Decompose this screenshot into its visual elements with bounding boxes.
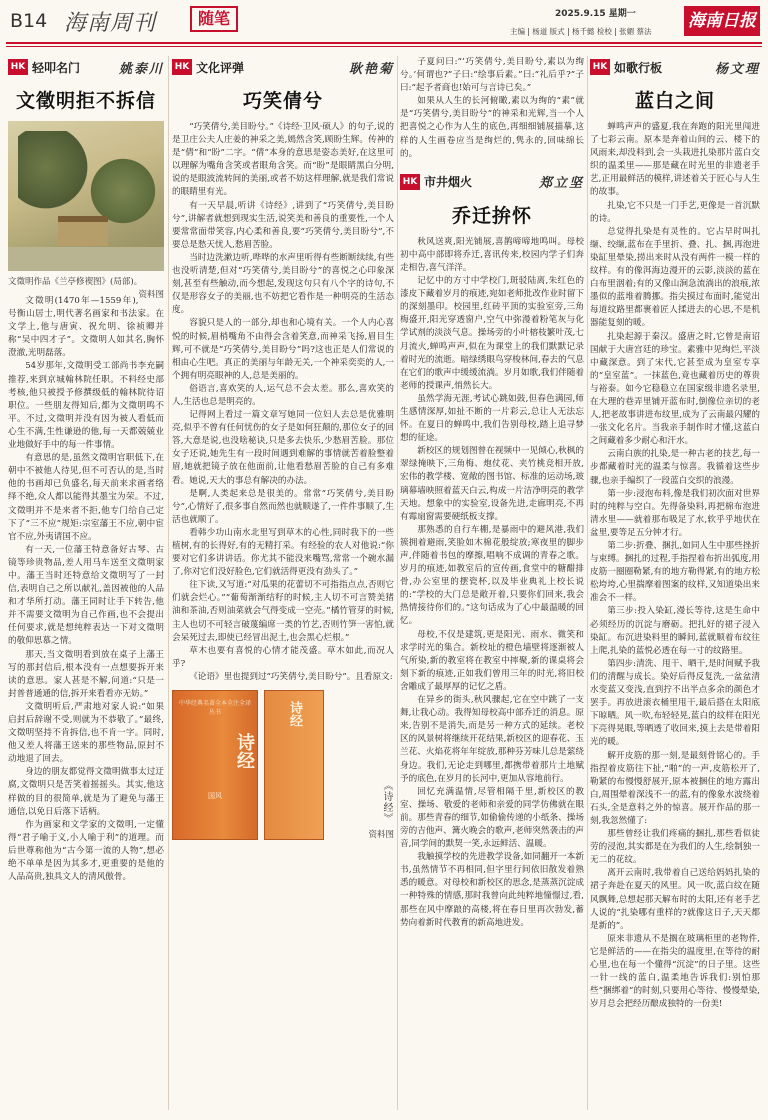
book-title: 诗经	[234, 733, 255, 770]
image-caption	[8, 276, 164, 300]
paragraph: 在异乡的街头,秋风骤起,它在空中跳了一支舞,让我心动。我得知母校高中部乔迁的消息。原来,告别不是消失,而是另一种方式的延续。老校区的风景树将继续开花结果,新校区的迎春花、玉兰花、火焰花将年年绽放,那种芬芳味儿总是萦绕身边。我们,无论走到哪里,都携带着那片土地赋予的底色,在岁月的长河中,更加从容地前行。	[400, 695, 584, 784]
author-signature: 杨文理	[714, 61, 760, 77]
paragraph: 总觉得扎染是有灵性的。它占早时叫扎缬、绞缬,蓝布在手里折、叠、扎、捆,再泡进染缸里晕染,捞出来时从没有两件一模一样的纹样。有的像洱海边漫开的云影,淡淡的蓝在白布里洇着;有的又像山涧急流淌出的浪痕,浓墨似的蓝堆着腾挪。指尖摸过布面时,能觉出每道纹路里都裹着匠人揉进去的心思,不是机器能复刻的暖。	[590, 226, 760, 329]
paragraph: 秋风送爽,阳光铺展,喜鹊啼啼地鸣叫。母校初中高中部即将乔迁,喜讯传来,校园内学子们奔走相告,喜气洋洋。	[400, 236, 584, 273]
issue-date: 2025.9.15 星期一	[555, 9, 636, 19]
column-header	[590, 56, 760, 78]
paragraph: 有一天,一位藩王特意备好古琴、古镜等珍贵物品,差人用马车送至文徵明家中。藩王当时还特意给文徵明写了一封信,表明自己之所以献礼,盖因被他的人品和才华所打动。藩王同时让手下转告,他并不需要文徵明为自己作画,也不会提出任何要求,就是想纯粹表达一下对文徵明的敬仰思慕之情。	[8, 544, 164, 647]
article-title: 乔迁拚怀	[451, 204, 532, 227]
column-divider	[587, 56, 588, 1110]
paragraph: 第四步:清洗、甩干、晒干,是时间赋予我们的清醒与成长。染好后得反复洗,一盆盆清水变蓝又变浅,直到拧不出半点多余的颜色才罢手。再放进滚衣桶里甩干,最后搭在太阳底下晾晒。风一吹,布轻轻晃,蓝白的纹样在阳光下亮得晃眼,等晒透了收回来,摸上去是带着阳光的暖。	[590, 658, 760, 748]
paragraph: 容貌只是人的一部分,却也和心境有关。一个人内心喜悦的时候,眉梢嘴角不由得会含着笑意,而神采飞扬,眉目生辉,可不就是“巧笑倩兮,美目盼兮”吗?这也正是人们常说的相由心生吧。真正的美丽与年龄无关,一个神采奕奕的人,一个拥有明亮眼神的人,总是美丽的。	[172, 318, 394, 381]
header-rule-thin	[6, 46, 762, 47]
caption-source: 资料图	[138, 290, 164, 300]
book-caption-source: 资料图	[368, 830, 394, 841]
author-signature: 耿艳菊	[348, 61, 394, 77]
column-name: 轻叩名门	[32, 60, 81, 75]
paragraph: 当时边洗漱边听,哗哗的水声里听得有些断断续续,有些也没听清楚,但对“巧笑倩兮,美目盼兮”的喜悦之心印象深刻,甚至有些触动,而今想起,发现这句只有八个字的诗句,不仅是形容女子的美丽,也不妨把它看作是一种明亮的生活态度。	[172, 252, 394, 316]
paragraph: 俗语言,喜欢笑的人,运气总不会太差。那么,喜欢笑的人,生活也总是明亮的。	[172, 383, 394, 407]
paragraph: 文徵明听后,严肃地对家人说:“如果启封后辞谢不受,则就为不恭敬了。”最终,文徵明坚持不肯拆信,也不肯一字。同时,他又差人将藩王送来的那些物品,原封不动地退了回去。	[8, 701, 164, 765]
book-caption-title: 《诗经》	[381, 780, 392, 825]
paragraph: 那些曾经让我们疼痛的捆扎,那些看似徒劳的浸泡,其实都是在为我们的人生,绘制独一无二的花纹。	[590, 829, 760, 866]
hk-badge-icon: HK	[8, 59, 28, 75]
author-signature: 郑立坚	[538, 176, 584, 192]
article-qiao-xiao	[172, 56, 394, 1114]
article-body	[172, 121, 394, 684]
paragraph: 云南白族的扎染,是一种古老的技艺,每一步都藏着时光的温柔与惊喜。我循着这些步骤,也亲手编织了一段蓝白交织的浪漫。	[590, 449, 760, 486]
editor-credits: 主编 | 杨道 版式 | 杨千懿 检校 | 张媚 蔡法	[510, 27, 652, 36]
article-title: 蓝白之间	[634, 90, 715, 112]
paragraph: 第一步:浸泡布料,像是我们初次面对世界时的纯粹与空白。先得备染料,再把棉布泡进清水里——就着那布吸足了水,软乎乎地伏在盆里,要等足五分钟才行。	[590, 488, 760, 538]
hk-badge-icon: HK	[172, 59, 192, 75]
paragraph: “巧笑倩兮,美目盼兮。”《诗经·卫风·硕人》的句子,说的是卫庄公夫人庄姜的神采之美,嫣然含笑,顾盼生辉。传神的是“倩”和“盼”二字。“倩”本身的意思是姿态美好,在这里可以理解为嘴角含笑或者眼角含笑。而“盼”是眼睛黑白分明,说的是眼波流转间的美丽,或者不妨这样理解,就是我们常说的眼睛里有光。	[172, 122, 394, 198]
paragraph: 那天,当文徵明看到放在桌子上藩王写的那封信后,根本没有一点想要拆开来读的意思。家人甚是不解,问道:“只是一封普普通通的信,拆开来看看亦无妨。”	[8, 649, 164, 699]
paragraph: 草木也要有喜悦的心情才能茂盛。草木如此,而况人乎?	[172, 645, 394, 669]
article-wen-zhengming	[8, 56, 164, 1114]
paragraph: 第三步:投入染缸,漫长等待,这是生命中必须经历的沉淀与磨砺。把扎好的裙子浸入染缸。布沉进染料里的瞬间,蓝就顺着布纹往上爬,扎染的蓝悦必透在每一寸的纹路里。	[590, 606, 760, 656]
column-header	[400, 171, 584, 193]
paragraph: 我触摸学校的先进教学设备,如同翻开一本新书,虽然情节不再相同,但字里行间依旧散发着熟悉的暖意。对母校和新校区的思念,是蒸蒸沉淀成一种特殊的情感,那时我曾向此纯粹地憧憬过,看,那些在风中摩踉的高楼,将在春日里再次勃发,蓄势向着新时代教育的新高地进发。	[400, 852, 584, 928]
book-spine-title: 诗经	[287, 701, 302, 728]
article-title: 巧笑倩兮	[242, 90, 323, 112]
book-series: 中华经典名著全本全注全译丛书	[179, 700, 252, 717]
paragraph: 离开云南时,我带着自己送给妈妈扎染的裙子奔赴在夏天的风里。风一吹,蓝白纹在随风飘舞,总想起那天解布时的太阳,还有老手艺人说的“扎染哪有重样的?就像这日子,天天都是新的”。	[590, 868, 760, 931]
masthead: 海南周刊	[64, 11, 157, 36]
column-divider	[397, 56, 398, 1110]
paragraph: 往下读,又写道:“对瓜果的花蕾切不可指指点点,否则它们就会烂心。”“葡萄渐渐结籽的时候,主人切不可言赞美猪油和茶油,否则油菜就会气得变成一空壳。”橘竹管芽的时候,主人也切不可轻言破蔑编席一类的竹艺,否则竹笋一害怕,就会呆死过去,即使已经冒出泥土,也会黑心烂根。”	[172, 580, 394, 643]
author-signature: 姚泰川	[118, 61, 164, 77]
book-image	[172, 690, 394, 840]
header-rule	[6, 42, 762, 44]
article-qiao-qian	[400, 56, 584, 1114]
paragraph: 扎染,它不只是一门手艺,更像是一首沉默的诗。	[590, 200, 760, 224]
caption-text: 文徵明作品《兰亭修禊图》(局部)。	[8, 277, 143, 287]
paragraph: 有一天早晨,听讲《诗经》,讲到了“巧笑倩兮,美目盼兮”,讲解者就想到现实生活,说笑美和善良的重要性,一个人要常常面带笑容,内心柔和善良,要“巧笑倩兮,美目盼兮”,不要总是愁天忧人,愁眉苦脸。	[172, 200, 394, 250]
column-divider	[168, 56, 169, 1110]
paragraph: 原来非遗从不是搁在玻璃柜里的老物件,它是鲜活的——在指尖的温度里,在等待的耐心里,也在每一个懂得“沉淀”的日子里。这些一针一线的蓝白,温柔地告诉我们:别怕那些“捆绑着”的时刻,只要用心等待、慢慢晕染,岁月总会把经历酿成独特的一份美!	[590, 933, 760, 1010]
article-body	[590, 121, 760, 1011]
column-header	[8, 56, 164, 78]
column-header	[172, 56, 394, 78]
paragraph: 第二步:折叠、捆扎,如同人生中那些挫折与束缚。捆扎的过程,手指捏着布折出弧度,用皮筋一圈圈勒紧,有的地方勒得紧,有的地方松松垮垮,心里揣摩着图案的纹样,又知道染出来准会不一样。	[590, 541, 760, 604]
column-name: 如歌行板	[614, 60, 663, 75]
paragraph: 回忆充满温情,尽管相隔千里,新校区的教室、操场、敬爱的老师和亲爱的同学仿佛就在眼前。那些青春的细节,如偷偷传递的小纸条、操场旁的吉他声、篝火晚会的歌声,老师突然袭击的声音,同学间的默契一笑,永远鲜活、温暖。	[400, 786, 584, 850]
paragraph: 扎染起源于秦汉。盛唐之时,它曾是南诏国献于大唐宫廷的珍宝。素雅中见绚烂,平淡中藏深意。到了宋代,它甚至成为皇室专享的“皇室蓝”。一抹蓝色,竟也藏着历史的尊贵与裕泰。如今它稳稳立在国家级非遗名录里,在大理的巷弄里铺开蓝布时,倒像位亲切的老人,把老故事讲进布纹里,成为了云南最闪耀的一张文化名片。当我亲手制作时才懂,这蓝白之间藏着多少耐心和汗水。	[590, 331, 760, 447]
paragraph: 54岁那年,文徵明受工部尚书李充嗣推荐,来到京城翰林院任职。不料经史部考核,他只被授予修撰级低的翰林院待诏职位。一些朋友得知后,都为文徵明鸣不平。不过,文徵明并没有因为被人看低而心生不满,生性谦逊的他,每一天都兢兢业业地做好手中的每一件事情。	[8, 361, 164, 451]
book-cover	[172, 690, 258, 840]
paragraph: 虽然学海无涯,考试心跳如鼓,但春色满园,师生感情深厚,如扯不断的一片彩云,总让人无法忘怀。在夏日的蝉鸣中,我们告别母校,踏上追寻梦想的征途。	[400, 393, 584, 444]
painting-image	[8, 121, 164, 271]
article-title: 文徵明拒不拆信	[15, 90, 156, 112]
hk-badge-icon: HK	[590, 59, 610, 75]
paragraph: 母校,不仅是建筑,更是阳光、雨水、微笑和求学时光的集合。新校址的橙色墙壁将逐渐被人气所染,新的教室将在教室中摔聚,新的课桌将会刻下新的痕迹,正如我们曾用三年的时光,将旧校舍雕成了最厚厚的记忆之盾。	[400, 629, 584, 692]
book-subtitle: 国风	[208, 792, 222, 801]
newspaper-logo: 海南日报	[684, 6, 760, 36]
paragraph: 身边的朋友都觉得文徵明做事太过迂腐,文徵明只是苦笑着摇摇头。其实,他这样做的目的很简单,就是为了避免与藩王通信,以免日后落下话柄。	[8, 767, 164, 817]
paragraph: 蝉鸣声声的盛夏,我在奔跑的阳光里闯进了七彩云南。原本是奔着山间的云、楼下的风雨来,却没料到,会一头栽进扎染那片蓝白交织的温柔里——那是藏在时光里的非遗老手艺,正用最鲜活的模样,讲述着关于匠心与人生的故事。	[590, 122, 760, 198]
paragraph: 如果从人生的长河俯瞰,素以为绚的“素”就是“巧笑倩兮,美目盼兮”的神采和光辉,当一个人把喜悦之心作为人生的底色,再细细铺展描摹,这样的人生画卷应当是绚烂的,隽永的,回味绵长的。	[400, 96, 584, 159]
page-number: B14	[10, 10, 48, 32]
paragraph: 作为画家和文学家的文徵明,一定懂得“君子喻于义,小人喻于利”的道理。而后世尊称他为“古今第一流的人物”,想必绝不单单是因为其多才,更重要的是他的人品高贵,独具文人的清风傲骨。	[8, 819, 164, 883]
paragraph: 有意思的是,虽然文徵明官职低下,在朝中不被他人待见,但不可否认的是,当时他的书画却已负盛名,每天前来求画者络绎不绝,众人都以能得其墨宝为荣。不过,文徵明并不是来者不拒,他专门给自己定下了“三不应”规矩:宗室藩王不应,朝中宦官不应,外夷请国不应。	[8, 453, 164, 542]
column-name: 市井烟火	[424, 175, 473, 190]
column-name: 文化评弹	[196, 60, 245, 75]
book-spine	[264, 690, 324, 840]
paragraph: 解开皮筋的那一刻,是最刻骨铭心的。手指捏着皮筋往下扯,“啪”的一声,皮筋松开了,勒紧的布慢慢舒展开,原本被捆住的地方露出白,周围晕着深浅不一的蓝,有的像象水波绕着石头,全是意料之外的惊喜。展开作品的那一刻,我忽然懂了:	[590, 750, 760, 826]
article-body	[8, 295, 164, 884]
paragraph: 记忆中的方寸中学校门,斑驳陆离,朱红色的漆皮下藏着岁月的痕迹,宛如老师批改作业时留下的深刻墨印。校园里,红砖平顶的实验室旁,三角梅盛开,阳光穿透窗户,空气中弥漫着粉笔灰与化学试剂的淡淡气息。操场旁的小叶榕枝繁叶茂,七月流火,蝉鸣声声,似在为课堂上的我们默默记录着时光的流逝。暗绿绣眼鸟穿梭林间,春去的气息在它们的歌声中缓缓流淌。岁月如歌,我们伴随着老师的授课声,悄然长大。	[400, 276, 584, 391]
hk-badge-icon: HK	[400, 174, 420, 190]
paragraph: 记得网上看过一篇文章写她同一位妇人去总是优雅明亮,似乎不曾有任何忧伤的女子是如何狂颠的,那位女子的回答,大意是说,也没啥秘诀,只是多去快乐,少愁眉苦脸。那位女子还说,她先生有一段时间遇到难解的事情就苦着脸整着眉,她就把镜子放在他面前,让他看愁眉苦脸的自己有多难看。她说,天大的事总有解决的办法。	[172, 410, 394, 486]
paragraph: 那熟悉的自行车棚,是暴雨中的避风港,我们簇拥着避雨,笑脸如木棉花般绽放;寒夜里的脚步声,伴随着书包的摩擦,唱响不成调的青春之歌。岁月的痕迹,如教室后的宣传画,食堂中的糖醋排骨,办公室里的摆瓷杯,以及毕业典礼上校长说的:“学校的大门总是敞开着,只要你们回来,我会热情接待你们的。”这句话成为了心中最温暖的回忆。	[400, 524, 584, 627]
continued-text	[400, 56, 584, 161]
paragraph: 文徵明(1470年—1559年),号衡山居士,明代著名画家和书法家。在文学上,他与唐寅、祝允明、徐祯卿并称“吴中四才子”。文徵明人如其名,胸怀澄澈,光明磊落。	[8, 296, 164, 359]
book-caption	[330, 780, 394, 840]
paragraph: 是啊,人类起来总是很美的。常常“巧笑倩兮,美目盼兮”,心情好了,很多事自然而然也就顺遂了,一件件事顺了,生活也就顺了。	[172, 488, 394, 525]
paragraph: 子夏问曰:“‘巧笑倩兮,美目盼兮,素以为绚兮。’何谓也?”子曰:“绘事后素。”曰:“礼后乎?”子曰:“起予者商也!始可与言诗已矣。”	[400, 57, 584, 94]
section-label: 随笔	[190, 6, 238, 32]
article-lan-bai	[590, 56, 760, 1114]
article-body	[400, 236, 584, 930]
paragraph: 《论语》里也提到过“巧笑倩兮,美目盼兮”。且看原文:	[189, 671, 393, 682]
page-header	[0, 0, 768, 44]
paragraph: 看韩少功山南水北里写到草木的心性,同时我下的一些植树,有的长得好,有的无精打采。有经验的农人对他说:“你要对它们多讲讲话。你尤其不能没来嘴骂,常常一个碗水漏了,你对它们没好脸色,它们就活得更没有劲头了。”	[172, 527, 394, 578]
paragraph: 新校区的规划图曾在视频中一见倾心,秋枫的翠绿掩映下,三角梅、炮仗花、夹竹桃竞相开放,宏伟的教学楼、宽敞的图书馆、标准的运动场,玻璃幕墙映照着蓝天白云,构成一片洁净明亮的教学天地。想象中的实验室,设备先进,走廊明亮,不再有霉扇窗需要硬纸板支撑。	[400, 446, 584, 522]
